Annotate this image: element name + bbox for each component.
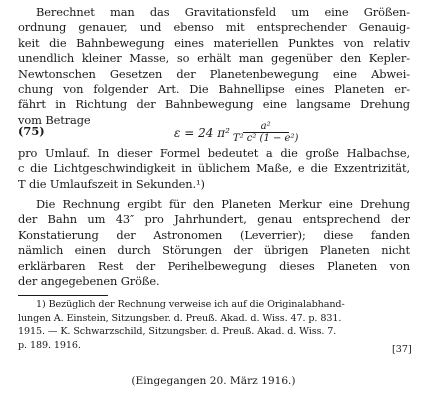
footnote — [18, 298, 388, 352]
page-reference: [37] — [392, 344, 412, 355]
text-line: Berechnet man das Gravitationsfeld um eine Größen- — [36, 5, 410, 19]
text-line: ordnung genauer, und ebenso mit entsprechender Genauig- — [18, 20, 410, 35]
text-line: chung von folgender Art. Die Bahnellipse eines Planeten er- — [18, 82, 410, 97]
paragraph-formula-explanation — [18, 146, 410, 192]
equation-denominator: T² c² (1 − e²) — [232, 133, 299, 144]
footnote-line: 1) Bezüglich der Rechnung verweise ich auf die Originalabhand- — [36, 299, 345, 310]
text-line: erklärbaren Rest der Perihelbewegung dieses Planeten von — [18, 258, 410, 273]
paragraph-mercury-perihelion — [18, 197, 410, 289]
equation-fraction — [233, 121, 298, 145]
text-line: keit die Bahnbewegung eines materiellen Punktes von relativ — [18, 35, 410, 50]
footnote-line: 1915. — K. Schwarzschild, Sitzungsber. d. Preuß. Akad. d. Wiss. 7. — [18, 326, 337, 338]
text-line: Konstatierung der Astronomen (Leverrier); diese fanden — [18, 227, 410, 242]
text-line: c die Lichtgeschwindigkeit in üblichem Maße, e die Exzentrizität, — [18, 161, 410, 176]
footnote-line: p. 189. 1916. — [18, 339, 81, 351]
text-line: T die Umlaufszeit in Sekunden.¹) — [18, 176, 205, 191]
received-date-note: (Eingegangen 20. März 1916.) — [131, 375, 296, 387]
text-line: pro Umlauf. In dieser Formel bedeutet a die große Halbachse, — [18, 146, 410, 160]
text-line: nämlich einen durch Störungen der übrigen Planeten nicht — [18, 243, 410, 258]
text-line: Die Rechnung ergibt für den Planeten Merkur eine Drehung — [36, 197, 410, 211]
text-line: vom Betrage — [18, 112, 91, 127]
equation-numerator: a² — [243, 121, 289, 133]
text-line: Newtonschen Gesetzen der Planetenbewegung eine Abwei- — [18, 66, 410, 81]
text-line: der Bahn um 43″ pro Jahrhundert, genau entsprechend der — [18, 212, 410, 227]
footnote-line: lungen A. Einstein, Sitzungsber. d. Preuß. Akad. d. Wiss. 47. p. 831. — [18, 312, 342, 324]
equation-lhs: ε = 24 π² — [174, 126, 230, 140]
paragraph-gravitational-field — [18, 5, 410, 128]
text-line: fährt in Richtung der Bahnbewegung eine langsame Drehung — [18, 97, 410, 112]
text-line: unendlich kleiner Masse, so erhält man gegenüber den Kepler- — [18, 51, 410, 66]
footnote-divider — [18, 295, 108, 296]
equation-formula — [174, 120, 298, 146]
text-line: der angegebenen Größe. — [18, 274, 160, 289]
equation-number: (75) — [18, 124, 45, 138]
equation-75 — [18, 120, 410, 146]
